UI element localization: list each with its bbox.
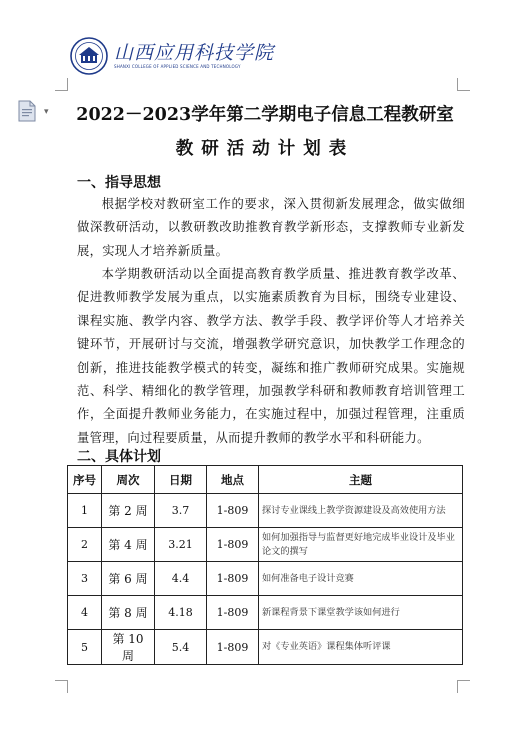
cell-place: 1-809 xyxy=(207,596,259,630)
college-name-cn: 山西应用科技学院 xyxy=(114,42,275,64)
cell-topic: 如何加强指导与监督更好地完成毕业设计及毕业论文的撰写 xyxy=(259,528,463,562)
column-header-week: 周次 xyxy=(102,466,155,494)
cell-no: 4 xyxy=(68,596,102,630)
cell-no: 2 xyxy=(68,528,102,562)
document-icon[interactable] xyxy=(17,100,37,122)
college-seal-icon xyxy=(70,37,108,75)
table-row xyxy=(68,494,463,528)
cell-week: 第 2 周 xyxy=(102,494,155,528)
table-row xyxy=(68,630,463,665)
college-logo xyxy=(70,37,275,77)
college-name-en: SHANXI COLLEGE OF APPLIED SCIENCE AND TECHNOLOGY xyxy=(114,64,241,69)
page-corner-mark-top-right xyxy=(457,78,470,91)
column-header-topic: 主题 xyxy=(259,466,463,494)
section-heading-guiding-ideology: 一、指导思想 xyxy=(77,175,161,191)
cell-week: 第 4 周 xyxy=(102,528,155,562)
cell-no: 1 xyxy=(68,494,102,528)
table-row xyxy=(68,596,463,630)
cell-no: 3 xyxy=(68,562,102,596)
page-corner-mark-top-left xyxy=(55,78,68,91)
document-title-line1: 2022－2023学年第二学期电子信息工程教研室 xyxy=(76,105,454,125)
cell-place: 1-809 xyxy=(207,528,259,562)
cell-date: 4.4 xyxy=(155,562,207,596)
page-corner-mark-bottom-right xyxy=(457,680,470,693)
cell-week: 第 8 周 xyxy=(102,596,155,630)
cell-week: 第 10 周 xyxy=(102,630,155,665)
cell-topic: 如何准备电子设计竞赛 xyxy=(259,562,463,596)
table-row xyxy=(68,528,463,562)
page-corner-mark-bottom-left xyxy=(55,680,68,693)
cell-date: 3.21 xyxy=(155,528,207,562)
cell-topic: 对《专业英语》课程集体听评课 xyxy=(259,630,463,665)
cell-place: 1-809 xyxy=(207,630,259,665)
cell-date: 3.7 xyxy=(155,494,207,528)
paragraph-1: 根据学校对教研室工作的要求，深入贯彻新发展理念，做实做细做深教研活动，以教研教改助推教育教学新形态，支撑教师专业新发展，实现人才培养新质量。 xyxy=(77,197,465,258)
dropdown-arrow-icon[interactable]: ▾ xyxy=(44,107,49,117)
section-heading-specific-plan: 二、具体计划 xyxy=(77,449,161,465)
column-header-no: 序号 xyxy=(68,466,102,494)
column-header-place: 地点 xyxy=(207,466,259,494)
table-row xyxy=(68,562,463,596)
cell-topic: 新课程背景下课堂教学该如何进行 xyxy=(259,596,463,630)
cell-week: 第 6 周 xyxy=(102,562,155,596)
cell-date: 5.4 xyxy=(155,630,207,665)
cell-place: 1-809 xyxy=(207,562,259,596)
paragraph-2: 本学期教研活动以全面提高教育教学质量、推进教育教学改革、促进教师教学发展为重点，以实施素质教育为目标，围绕专业建设、课程实施、教学内容、教学方法、教学手段、教学评价等人才培养关键环节，开展研讨与交流，增强教学研究意识，加快教学工作理念的创新，推进技能教学模式的转变，凝练和推广教师研究成果。实施规范、科学、精细化的教学管理，加强教学科研和教师教育培训管理工作，全面提升教师业务能力，在实施过程中，加强过程管理，注重质量管理，向过程要质量，从而提升教师的教学水平和科研能力。 xyxy=(77,267,465,445)
document-title-line2: 教研活动计划表 xyxy=(175,139,355,159)
table-header-row xyxy=(68,466,463,494)
cell-topic: 探讨专业课线上教学资源建设及高效使用方法 xyxy=(259,494,463,528)
cell-no: 5 xyxy=(68,630,102,665)
cell-date: 4.18 xyxy=(155,596,207,630)
column-header-date: 日期 xyxy=(155,466,207,494)
cell-place: 1-809 xyxy=(207,494,259,528)
activity-plan-table xyxy=(67,465,463,665)
